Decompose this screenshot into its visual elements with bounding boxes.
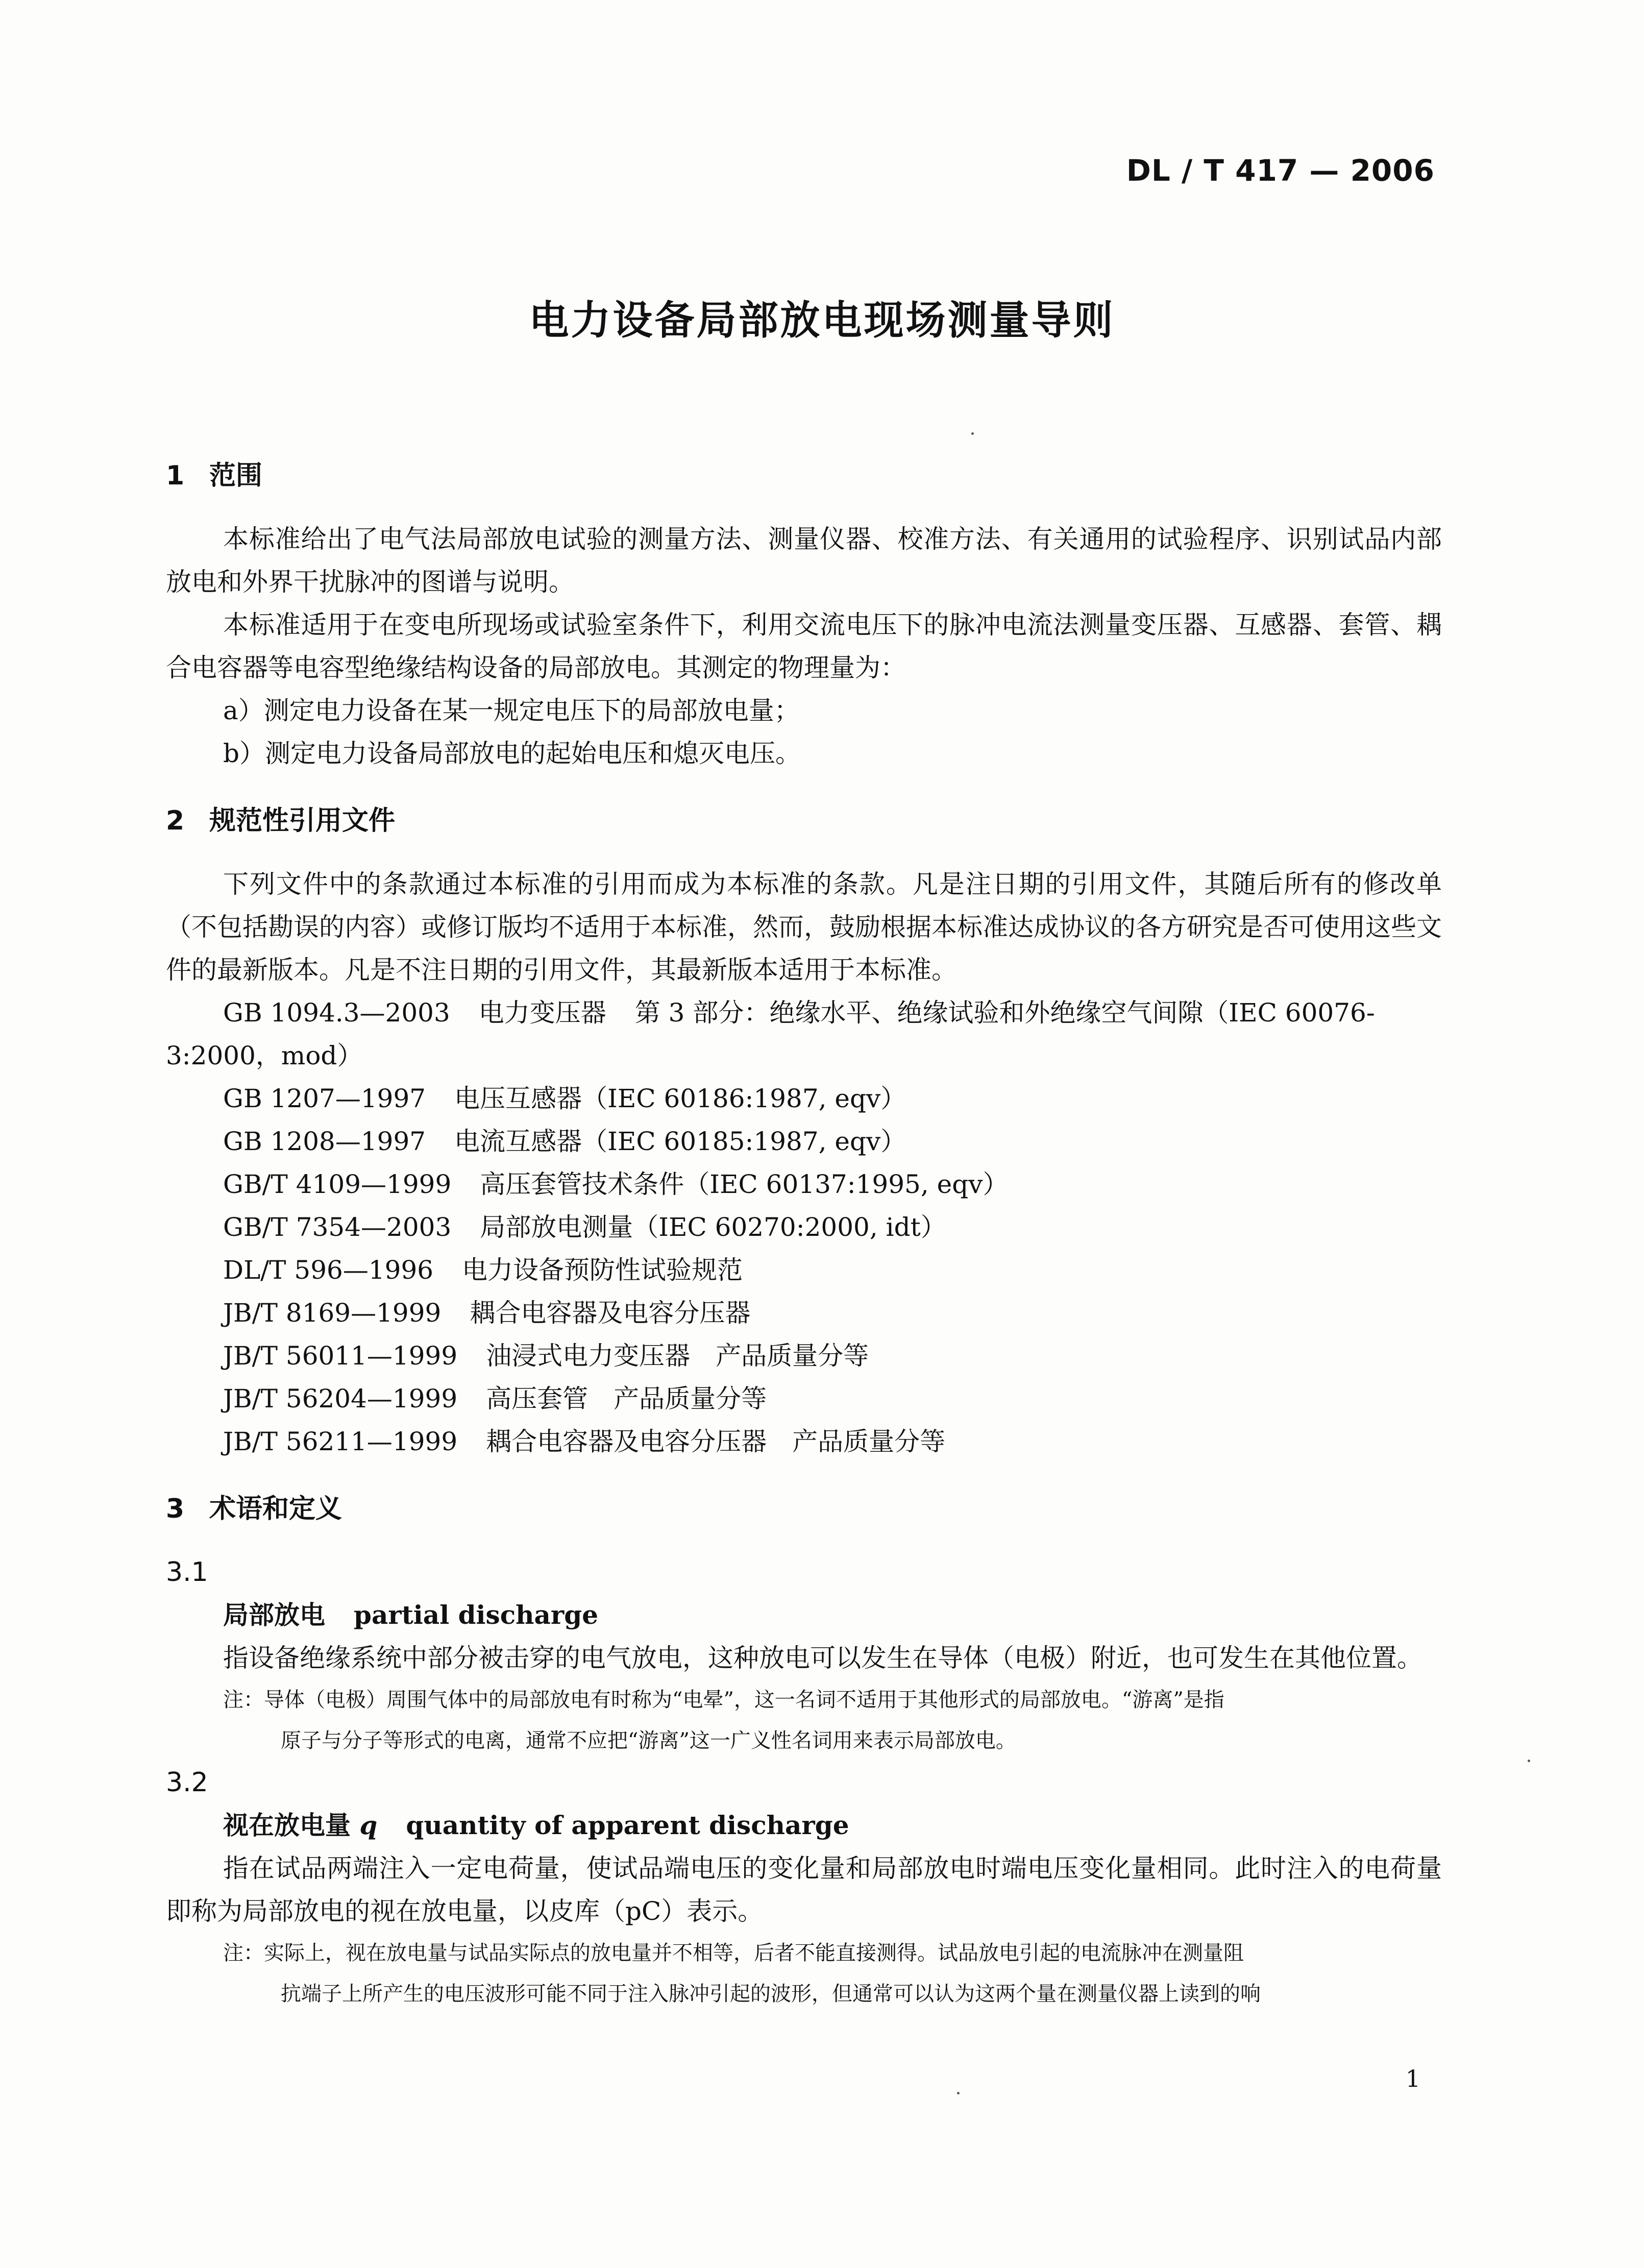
scan-speck	[971, 432, 974, 435]
scan-speck	[957, 2092, 960, 2094]
term-english: quantity of apparent discharge	[406, 1810, 849, 1840]
reference-item	[166, 1206, 1442, 1249]
section-title: 规范性引用文件	[209, 806, 396, 836]
term-number: 3.2	[166, 1767, 208, 1798]
term-number: 3.1	[166, 1557, 208, 1588]
term-definition: 指设备绝缘系统中部分被击穿的电气放电，这种放电可以发生在导体（电极）附近，也可发生在其他位置。	[223, 1643, 1422, 1673]
reference-title: 耦合电容器及电容分压器 产品质量分等	[486, 1427, 946, 1456]
reference-title: 局部放电测量（IEC 60270:2000, idt）	[480, 1212, 946, 1242]
term-chinese: 视在放电量	[223, 1810, 351, 1840]
note: 注：导体（电极）周围气体中的局部放电有时称为“电晕”，这一名词不适用于其他形式的局部放电。“游离”是指	[223, 1688, 1224, 1712]
reference-item	[166, 991, 1442, 1077]
reference-title: 电压互感器（IEC 60186:1987, eqv）	[454, 1084, 906, 1113]
section-heading-scope	[166, 454, 1442, 497]
reference-title: 油浸式电力变压器 产品质量分等	[486, 1341, 869, 1371]
document-body	[166, 454, 1442, 2014]
reference-code: GB 1207—1997	[223, 1084, 426, 1113]
term-chinese: 局部放电	[223, 1600, 325, 1630]
section-heading-terms	[166, 1487, 1442, 1530]
reference-code: GB/T 4109—1999	[223, 1169, 452, 1199]
list-item: a）测定电力设备在某一规定电压下的局部放电量；	[223, 696, 800, 725]
reference-item	[166, 1291, 1442, 1334]
reference-code: GB/T 7354—2003	[223, 1212, 452, 1242]
note: 注：实际上，视在放电量与试品实际点的放电量并不相等，后者不能直接测得。试品放电引起的电流脉冲在测量阻	[223, 1941, 1244, 1965]
reference-title: 电力变压器	[478, 998, 606, 1028]
term-english: partial discharge	[354, 1600, 599, 1630]
reference-title: 高压套管技术条件（IEC 60137:1995, eqv）	[480, 1169, 1009, 1199]
reference-code: GB 1094.3—2003	[223, 998, 450, 1028]
reference-item	[166, 1163, 1442, 1206]
paragraph: 本标准给出了电气法局部放电试验的测量方法、测量仪器、校准方法、有关通用的试验程序、识别试品内部放电和外界干扰脉冲的图谱与说明。	[166, 524, 1442, 597]
scan-speck	[1528, 1760, 1530, 1762]
reference-item	[166, 1077, 1442, 1120]
reference-title: 电流互感器（IEC 60185:1987, eqv）	[454, 1127, 906, 1156]
document-title: 电力设备局部放电现场测量导则	[529, 298, 1115, 344]
term-heading	[166, 1594, 1442, 1637]
note-continuation: 抗端子上所产生的电压波形可能不同于注入脉冲引起的波形，但通常可以认为这两个量在测量仪器上读到的响	[281, 1982, 1261, 2006]
reference-title: 耦合电容器及电容分压器	[470, 1298, 751, 1328]
reference-item	[166, 1420, 1442, 1463]
section-heading-references	[166, 799, 1442, 842]
reference-code: DL/T 596—1996	[223, 1255, 434, 1285]
reference-code: JB/T 56011—1999	[223, 1341, 458, 1371]
page-number: 1	[1405, 2065, 1420, 2092]
reference-code: JB/T 56204—1999	[223, 1384, 458, 1413]
section-title: 范围	[209, 460, 263, 491]
section-number: 3	[166, 1494, 185, 1524]
reference-code: JB/T 8169—1999	[223, 1298, 441, 1328]
paragraph: 本标准适用于在变电所现场或试验室条件下，利用交流电压下的脉冲电流法测量变压器、互感器、套管、耦合电容器等电容型绝缘结构设备的局部放电。其测定的物理量为：	[166, 610, 1442, 682]
reference-title: 高压套管 产品质量分等	[486, 1384, 767, 1413]
reference-item	[166, 1249, 1442, 1291]
reference-code: JB/T 56211—1999	[223, 1427, 458, 1456]
reference-item	[166, 1377, 1442, 1420]
term-symbol: q	[359, 1810, 378, 1840]
reference-item	[166, 1334, 1442, 1377]
paragraph: 下列文件中的条款通过本标准的引用而成为本标准的条款。凡是注日期的引用文件，其随后所有的修改单（不包括勘误的内容）或修订版均不适用于本标准，然而，鼓励根据本标准达成协议的各方研究是否可使用这些文件的最新版本。凡是不注日期的引用文件，其最新版本适用于本标准。	[166, 869, 1442, 985]
reference-title: 电力设备预防性试验规范	[462, 1255, 743, 1285]
reference-code: GB 1208—1997	[223, 1127, 426, 1156]
reference-title: 第 3 部分：绝缘水平、绝缘试验和外绝缘空气间隙（IEC 60076-3:2000，mod）	[166, 998, 1375, 1070]
section-number: 1	[166, 460, 185, 491]
reference-item	[166, 1120, 1442, 1163]
term-definition: 指在试品两端注入一定电荷量，使试品端电压的变化量和局部放电时端电压变化量相同。此时注入的电荷量即称为局部放电的视在放电量，以皮库（pC）表示。	[166, 1854, 1442, 1926]
list-item: b）测定电力设备局部放电的起始电压和熄灭电压。	[223, 739, 801, 768]
section-title: 术语和定义	[209, 1494, 342, 1524]
section-number: 2	[166, 806, 185, 836]
standard-number: DL / T 417 — 2006	[1126, 153, 1435, 188]
term-heading	[166, 1804, 1442, 1847]
note-continuation: 原子与分子等形式的电离，通常不应把“游离”这一广义性名词用来表示局部放电。	[281, 1729, 1016, 1752]
